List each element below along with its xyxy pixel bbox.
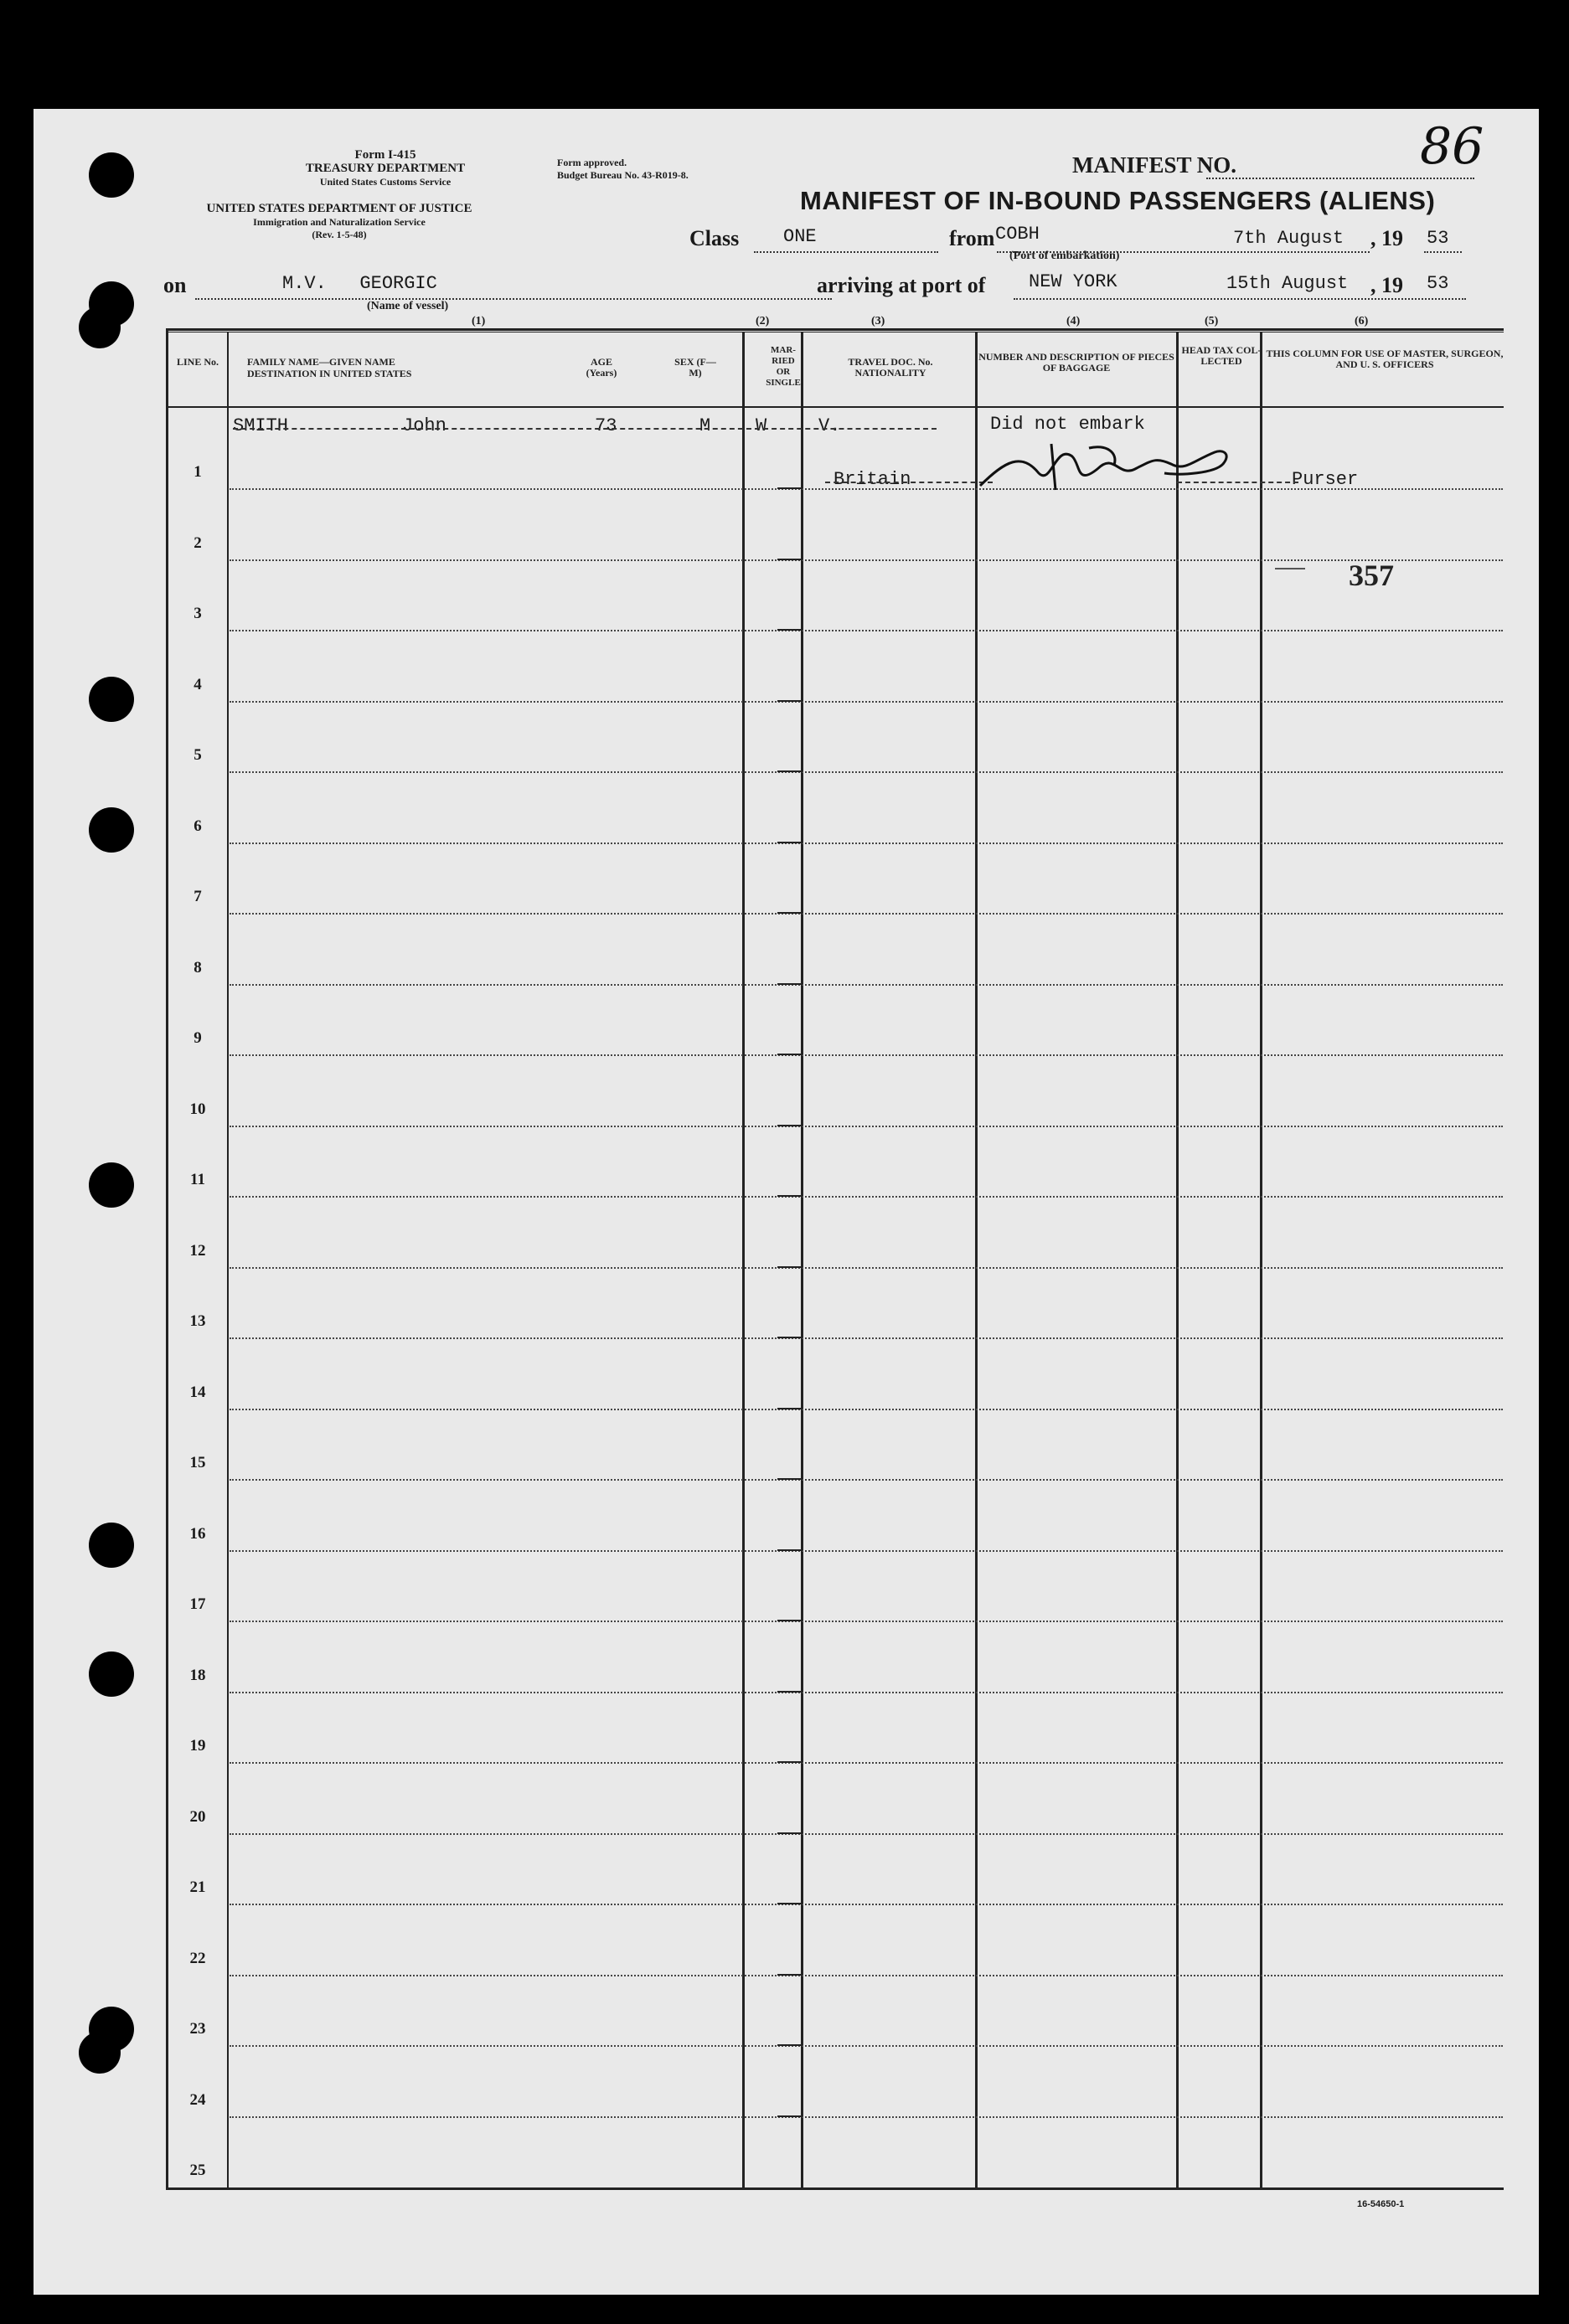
punch-hole bbox=[89, 1652, 134, 1697]
married-col-tick bbox=[777, 1832, 803, 1834]
class-label: Class bbox=[689, 226, 740, 250]
arrival-line bbox=[1014, 298, 1466, 300]
manifest-label: MANIFEST NO. bbox=[1072, 152, 1237, 178]
married-col-tick bbox=[777, 487, 803, 489]
class-value: ONE bbox=[783, 226, 817, 247]
embark-year-line bbox=[1424, 251, 1462, 253]
arriving-label: arriving at port of bbox=[817, 273, 986, 297]
row-line bbox=[230, 984, 1503, 986]
row-number: 20 bbox=[189, 1808, 206, 1826]
married-col-tick bbox=[777, 1266, 803, 1268]
manifest-number: 86 bbox=[1420, 117, 1484, 176]
col-head-destination: DESTINATION IN UNITED STATES bbox=[247, 368, 412, 379]
row-line bbox=[230, 1126, 1503, 1127]
row-line bbox=[230, 2116, 1503, 2118]
col-divider-line bbox=[227, 332, 229, 2187]
col-number-6: (6) bbox=[1355, 315, 1369, 327]
row-line bbox=[230, 1904, 1503, 1905]
col-head-sex: SEX (F—M) bbox=[674, 356, 716, 379]
nationality: Britain bbox=[834, 469, 911, 490]
row-number: 16 bbox=[189, 1525, 206, 1543]
col-head-headtax: HEAD TAX COL- LECTED bbox=[1181, 344, 1262, 367]
col-head-age: AGE (Years) bbox=[586, 356, 617, 379]
married-col-tick bbox=[777, 770, 803, 772]
row-line bbox=[230, 701, 1503, 703]
married-col-tick bbox=[777, 983, 803, 985]
arrival-year-prefix: , 19 bbox=[1370, 273, 1403, 297]
col-head-officers: THIS COLUMN FOR USE OF MASTER, SURGEON, AND U. S. OFFICERS bbox=[1266, 348, 1504, 370]
row-line bbox=[230, 1409, 1503, 1410]
col-number-5: (5) bbox=[1205, 315, 1219, 327]
row-line bbox=[230, 1975, 1503, 1976]
revision: (Rev. 1-5-48) bbox=[312, 229, 367, 240]
row-number: 8 bbox=[194, 959, 202, 976]
embark-port: COBH bbox=[995, 224, 1040, 245]
row-number: 12 bbox=[189, 1242, 206, 1260]
arrival-year: 53 bbox=[1427, 273, 1449, 294]
married-col-tick bbox=[777, 1195, 803, 1197]
row-line bbox=[230, 1550, 1503, 1552]
travel-doc: V. bbox=[818, 415, 841, 436]
budget-bureau: Budget Bureau No. 43-R019-8. bbox=[557, 169, 689, 181]
row-line bbox=[230, 913, 1503, 915]
row-number: 22 bbox=[189, 1950, 206, 1967]
table-top-rule bbox=[168, 328, 1504, 331]
manifest-title: MANIFEST OF IN-BOUND PASSENGERS (ALIENS) bbox=[800, 186, 1436, 215]
col-divider-baggage bbox=[1176, 332, 1179, 2187]
vessel-name: M.V. GEORGIC bbox=[282, 273, 437, 294]
row-number: 25 bbox=[189, 2162, 206, 2179]
row-line bbox=[230, 2045, 1503, 2047]
col-head-married: MAR- RIED OR SINGLE bbox=[766, 345, 801, 388]
manifest-sheet bbox=[34, 109, 1539, 2295]
row-number: 19 bbox=[189, 1737, 206, 1755]
married-col-tick bbox=[777, 1974, 803, 1976]
punch-hole bbox=[89, 281, 134, 327]
header-bottom-rule bbox=[168, 406, 1504, 408]
col-number-1: (1) bbox=[472, 315, 486, 327]
col-head-baggage: NUMBER AND DESCRIPTION OF PIECES OF BAGGAGE bbox=[978, 351, 1174, 374]
embark-date: 7th August bbox=[1233, 228, 1344, 249]
row-number: 15 bbox=[189, 1454, 206, 1471]
marital-status: W bbox=[756, 415, 767, 436]
vessel-caption: (Name of vessel) bbox=[367, 300, 449, 312]
row-line bbox=[230, 559, 1503, 561]
row-line bbox=[230, 843, 1503, 844]
col-divider-married bbox=[801, 332, 803, 2187]
row-line bbox=[230, 630, 1503, 631]
vessel-line bbox=[195, 298, 832, 300]
col-number-2: (2) bbox=[756, 315, 770, 327]
port-embark-caption: (Port of embarkation) bbox=[1009, 250, 1120, 262]
row-number: 10 bbox=[189, 1100, 206, 1118]
col-divider-travel bbox=[975, 332, 978, 2187]
col-number-4: (4) bbox=[1066, 315, 1081, 327]
arrival-port: NEW YORK bbox=[1029, 271, 1117, 292]
row-number: 1 bbox=[194, 463, 202, 481]
punch-hole bbox=[89, 1162, 134, 1208]
class-line bbox=[754, 251, 938, 253]
passenger-sex: M bbox=[699, 415, 711, 436]
from-label: from bbox=[949, 226, 995, 250]
entry-dash-line-2 bbox=[825, 482, 993, 483]
passenger-age: 73 bbox=[595, 415, 617, 436]
table-bottom-rule bbox=[168, 2187, 1504, 2190]
punch-hole bbox=[89, 2007, 134, 2052]
form-approved: Form approved. bbox=[557, 157, 627, 168]
row-number: 23 bbox=[189, 2020, 206, 2038]
customs-service: United States Customs Service bbox=[319, 176, 452, 188]
family-name: SMITH bbox=[233, 415, 289, 436]
punch-hole bbox=[89, 152, 134, 198]
row-number: 5 bbox=[194, 746, 202, 764]
row-number: 24 bbox=[189, 2091, 206, 2109]
row-number: 13 bbox=[189, 1312, 206, 1330]
row-line bbox=[230, 1054, 1503, 1056]
table-left-border bbox=[166, 328, 168, 2190]
married-col-tick bbox=[777, 700, 803, 702]
punch-hole bbox=[89, 677, 134, 722]
married-col-tick bbox=[777, 1903, 803, 1904]
row-line bbox=[230, 1762, 1503, 1764]
footer-code: 16-54650-1 bbox=[1357, 2199, 1405, 2209]
row-line bbox=[230, 1337, 1503, 1339]
punch-hole bbox=[89, 1523, 134, 1568]
row-line bbox=[230, 1267, 1503, 1269]
row-number: 18 bbox=[189, 1667, 206, 1684]
embark-year-prefix: , 19 bbox=[1370, 226, 1403, 250]
married-col-tick bbox=[777, 842, 803, 843]
col-head-line-no: LINE No. bbox=[176, 356, 219, 368]
married-col-tick bbox=[777, 1054, 803, 1055]
treasury-dept: TREASURY DEPARTMENT bbox=[305, 162, 466, 175]
col-head-name: FAMILY NAME—GIVEN NAME bbox=[247, 356, 395, 368]
col-number-3: (3) bbox=[871, 315, 885, 327]
married-col-tick bbox=[777, 2115, 803, 2117]
on-label: on bbox=[163, 273, 187, 297]
embark-year: 53 bbox=[1427, 228, 1449, 249]
officer-signature bbox=[972, 427, 1248, 502]
officer-note: Purser bbox=[1292, 469, 1359, 490]
row-number: 17 bbox=[189, 1595, 206, 1613]
row-number: 6 bbox=[194, 817, 202, 835]
row-number: 2 bbox=[194, 534, 202, 552]
married-col-tick bbox=[777, 1761, 803, 1763]
row-number: 9 bbox=[194, 1029, 202, 1047]
manifest-line bbox=[1206, 178, 1474, 179]
row-line bbox=[230, 1621, 1503, 1622]
entry-dash-line-1 bbox=[233, 428, 937, 430]
row-line bbox=[230, 1196, 1503, 1198]
married-col-tick bbox=[777, 629, 803, 631]
given-name: John bbox=[402, 415, 446, 436]
row-line bbox=[230, 1692, 1503, 1693]
row-number: 7 bbox=[194, 888, 202, 905]
punch-hole bbox=[89, 807, 134, 853]
row-line bbox=[230, 1479, 1503, 1481]
married-col-tick bbox=[777, 1408, 803, 1409]
married-col-tick bbox=[777, 1337, 803, 1338]
baggage-note: Did not embark bbox=[990, 414, 1145, 435]
stamp-number: 357 bbox=[1349, 559, 1394, 592]
married-col-tick bbox=[777, 1691, 803, 1693]
col-divider-name bbox=[742, 332, 745, 2187]
row-line bbox=[230, 1833, 1503, 1835]
row-number: 21 bbox=[189, 1878, 206, 1896]
col-divider-headtax bbox=[1260, 332, 1262, 2187]
married-col-tick bbox=[777, 559, 803, 560]
ins-service: Immigration and Naturalization Service bbox=[253, 216, 426, 228]
row-number: 14 bbox=[189, 1384, 206, 1401]
married-col-tick bbox=[777, 1478, 803, 1480]
row-number: 11 bbox=[190, 1171, 205, 1188]
married-col-tick bbox=[777, 912, 803, 914]
stamp-dash bbox=[1275, 568, 1305, 569]
row-line bbox=[230, 771, 1503, 773]
justice-dept: UNITED STATES DEPARTMENT OF JUSTICE bbox=[206, 202, 472, 215]
row-number: 4 bbox=[194, 676, 202, 693]
married-col-tick bbox=[777, 1549, 803, 1551]
row-number: 3 bbox=[194, 605, 202, 622]
married-col-tick bbox=[777, 2044, 803, 2046]
col-head-travel: TRAVEL DOC. No. NATIONALITY bbox=[848, 356, 933, 379]
arrival-date: 15th August bbox=[1226, 273, 1349, 294]
married-col-tick bbox=[777, 1125, 803, 1126]
form-number: Form I-415 bbox=[354, 148, 416, 162]
married-col-tick bbox=[777, 1620, 803, 1621]
